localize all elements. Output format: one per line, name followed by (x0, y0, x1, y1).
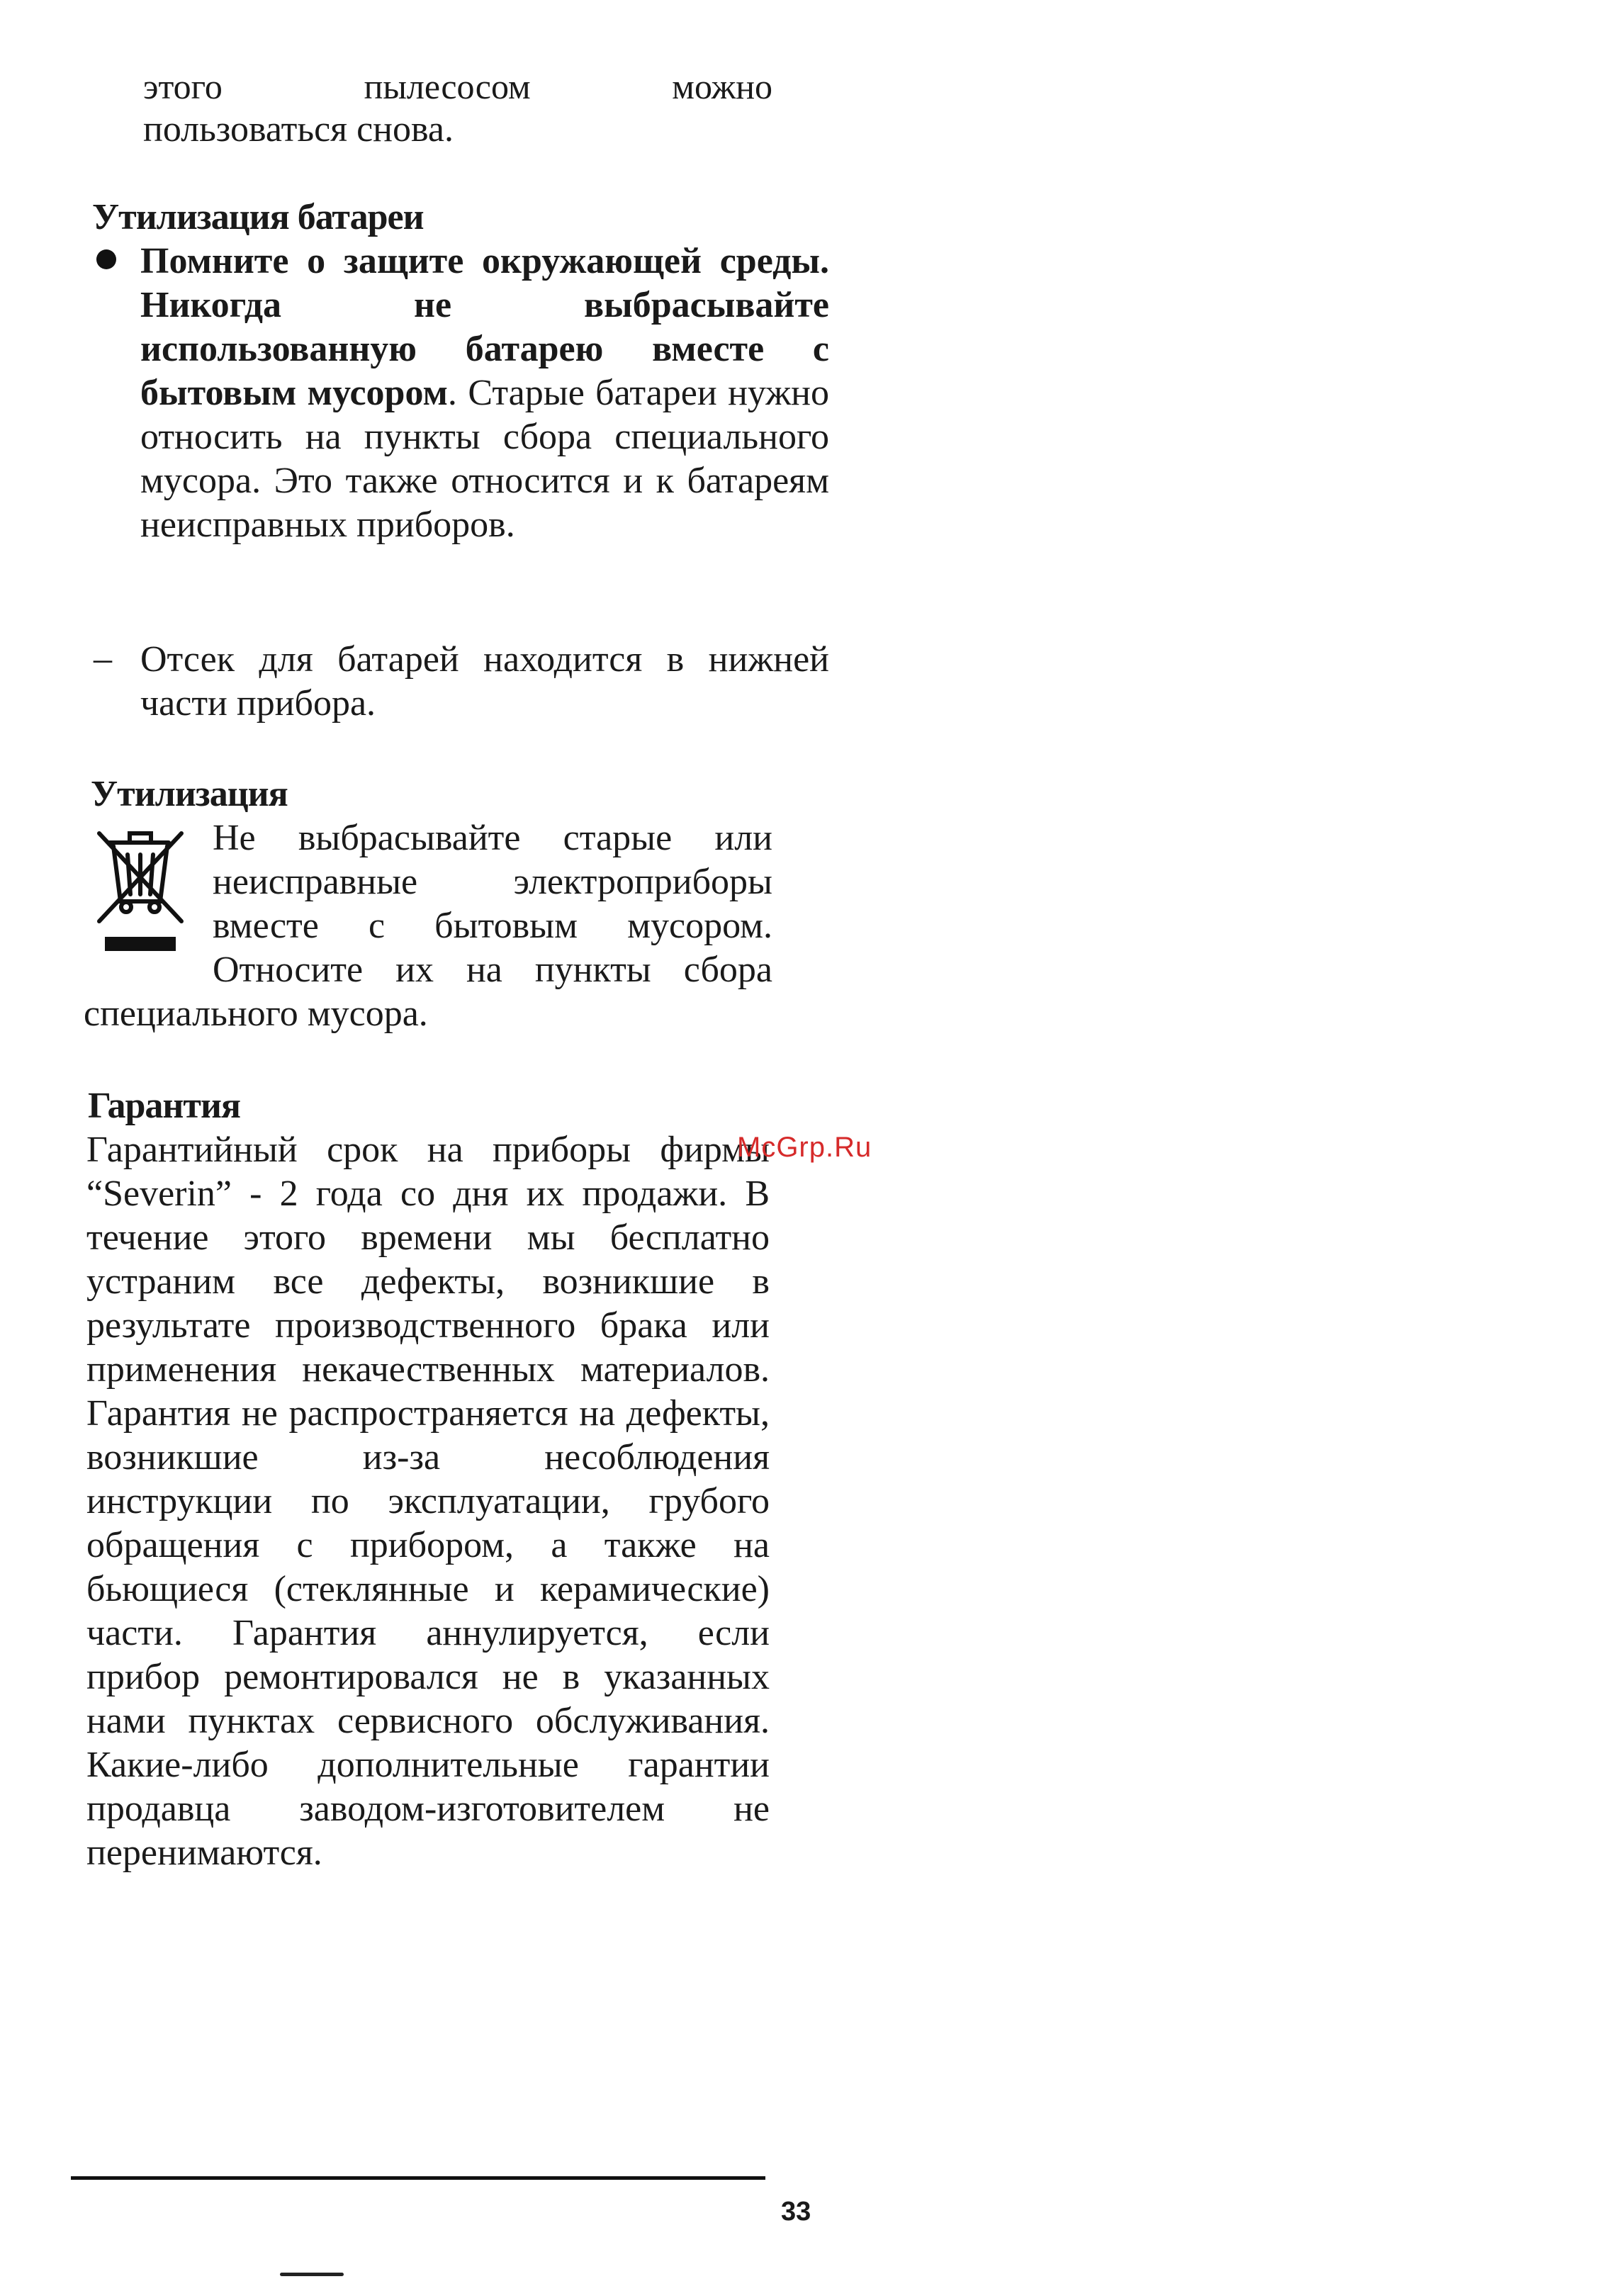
bullet-icon (94, 247, 150, 276)
battery-dash-text: Отсек для батарей находится в нижней части прибора. (140, 639, 829, 724)
disposal-heading: Утилизация (91, 774, 288, 814)
disposal-block (84, 816, 772, 1036)
battery-dash-item (84, 638, 829, 726)
intro-word-2: пылесосом (364, 67, 531, 106)
intro-line-1 (143, 65, 772, 108)
dash-icon: – (94, 638, 112, 679)
crossed-out-wheelie-bin-icon (84, 818, 197, 956)
intro-word-1: этого (143, 67, 223, 106)
battery-bullet-text (140, 240, 829, 547)
scan-mark (280, 2273, 344, 2276)
disposal-text: Не выбрасывайте старые или неисправные электроприборы вместе с бытовым мусором. Относите их на пункты сбора специального мусора. (84, 818, 772, 1034)
watermark: McGrp.Ru (737, 1132, 872, 1163)
warranty-text: Гарантийный срок на приборы фирмы “Severin” - 2 года со дня их продажи. В течение этого времени мы бесплатно устраним все дефекты, возникшие в результате производственного брака или применения некачественных материалов. Гарантия не распространяется на дефекты, возникшие из-за несоблюдения инструкции по эксплуатации, грубого обращения с прибором, а также на бьющиеся (стеклянные и керамические) части. Гарантия аннулируется, если прибор ремонтировался не в указанных нами пунктах сервисного обслуживания. Какие-либо дополнительные гарантии продавца заводом-изготовителем не перенимаются. (86, 1130, 770, 1873)
intro-line-2: пользоваться снова. (143, 109, 454, 150)
battery-warning-bold: Помните о защите окружающей среды. Никогда не выбрасывайте использованную батарею вместе с бытовым мусором (140, 241, 829, 413)
footer-rule (71, 2176, 765, 2180)
battery-bullet-item (84, 240, 829, 547)
page-number: 33 (781, 2197, 811, 2227)
battery-heading: Утилизация батареи (92, 197, 424, 237)
battery-warning-rest: . Старые батареи нужно относить на пункты сбора специального мусора. Это также относится и к батареям неисправных приборов. (140, 373, 829, 545)
intro-word-3: можно (672, 67, 772, 106)
warranty-heading: Гарантия (88, 1086, 241, 1126)
